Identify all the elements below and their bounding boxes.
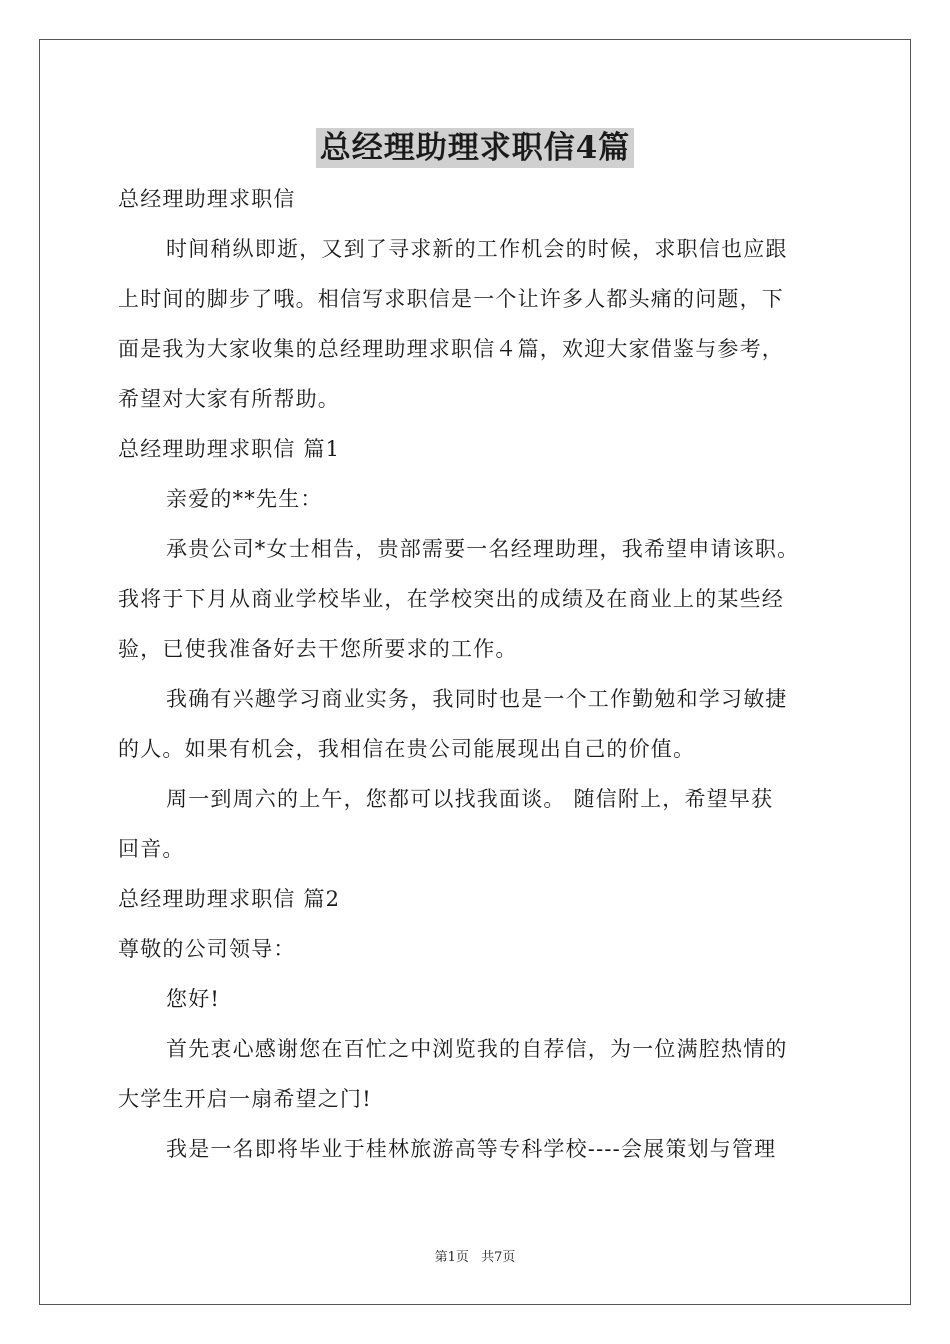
paragraph-line: 总经理助理求职信 — [118, 187, 296, 211]
paragraph-line: 验，已使我准备好去干您所要求的工作。 — [118, 637, 518, 661]
paragraph-line: 的人。如果有机会，我相信在贵公司能展现出自己的价值。 — [118, 737, 696, 761]
paragraph-line: 回音。 — [118, 837, 185, 861]
paragraph-line: 尊敬的公司领导： — [118, 937, 296, 961]
paragraph-line: 首先衷心感谢您在百忙之中浏览我的自荐信，为一位满腔热情的 — [166, 1037, 788, 1061]
paragraph-line: 我将于下月从商业学校毕业，在学校突出的成绩及在商业上的某些经 — [118, 587, 784, 611]
paragraph-line: 亲爱的**先生： — [166, 487, 323, 511]
title-container — [0, 128, 950, 168]
paragraph-line: 承贵公司*女士相告，贵部需要一名经理助理，我希望申请该职。 — [166, 537, 800, 561]
paragraph-line: 上时间的脚步了哦。相信写求职信是一个让许多人都头痛的问题，下 — [118, 287, 784, 311]
paragraph-line: 您好! — [166, 987, 221, 1011]
document-body — [118, 174, 838, 1174]
paragraph-line: 希望对大家有所帮助。 — [118, 387, 340, 411]
paragraph-line: 我是一名即将毕业于桂林旅游高等专科学校----会展策划与管理 — [166, 1137, 777, 1161]
document-title: 总经理助理求职信4篇 — [316, 128, 635, 168]
paragraph-line: 大学生开启一扇希望之门! — [118, 1087, 372, 1111]
page-number: 第1页 — [434, 1250, 469, 1265]
page-footer — [0, 1246, 950, 1265]
paragraph-line: 总经理助理求职信 篇2 — [118, 887, 341, 911]
paragraph-line: 周一到周六的上午，您都可以找我面谈。 随信附上，希望早获 — [166, 787, 774, 811]
paragraph-line: 我确有兴趣学习商业实务，我同时也是一个工作勤勉和学习敏捷 — [166, 687, 788, 711]
paragraph-line: 总经理助理求职信 篇1 — [118, 437, 341, 461]
page-total: 共7页 — [481, 1250, 516, 1265]
paragraph-line: 时间稍纵即逝，又到了寻求新的工作机会的时候，求职信也应跟 — [166, 237, 788, 261]
paragraph-line: 面是我为大家收集的总经理助理求职信４篇，欢迎大家借鉴与参考， — [118, 337, 784, 361]
